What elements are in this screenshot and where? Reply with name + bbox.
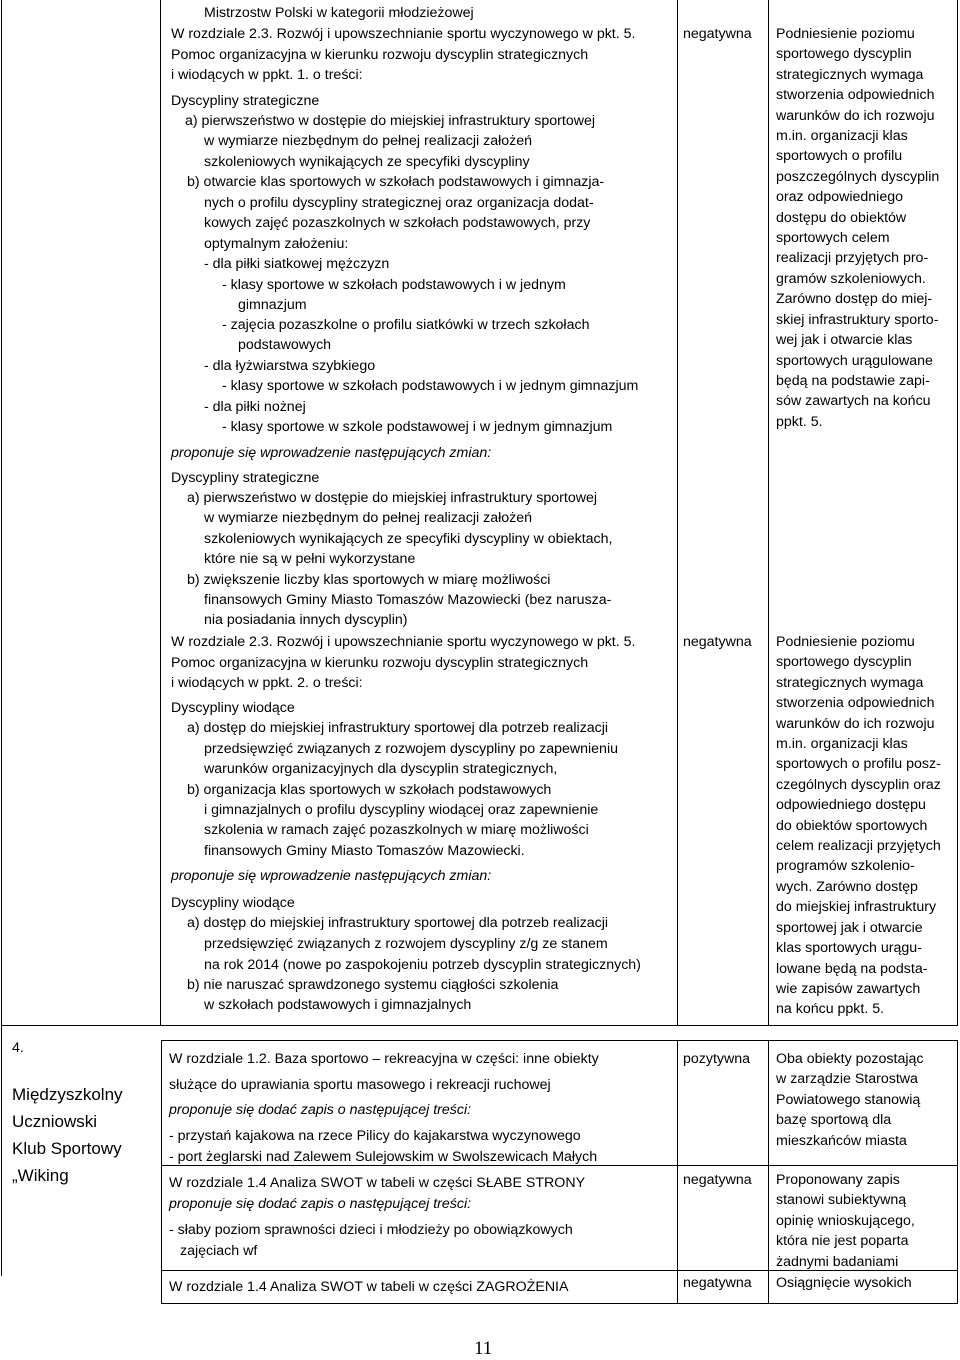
col2-line: Dyscypliny wiodące xyxy=(171,895,295,911)
col2-line: proponuje się wprowadzenie następujących zmian: xyxy=(171,868,492,884)
just-line: żadnymi badaniami xyxy=(776,1253,899,1270)
org-name-line: Klub Sportowy xyxy=(12,1139,122,1158)
col2-line: b) otwarcie klas sportowych w szkołach podstawowych i gimnazja- xyxy=(187,174,605,190)
just-line: Osiągnięcie wysokich xyxy=(776,1275,912,1291)
row4-top-border xyxy=(161,1040,958,1041)
just-line: bazę sportową dla xyxy=(776,1112,892,1129)
col2-line: Pomoc organizacyjna w kierunku rozwoju dyscyplin strategicznych xyxy=(171,47,589,63)
col2-line: przedsięwzięć związanych z rozwojem dyscypliny po zapewnieniu xyxy=(204,741,618,757)
org-name-line: „Wiking xyxy=(12,1166,69,1185)
just-line: Podniesienie poziomu xyxy=(776,634,915,650)
col2-line: szkolenia w ramach zajęć pozaszkolnych w miarę możliwości xyxy=(204,822,589,838)
org-name-line: Międzyszkolny xyxy=(12,1085,123,1104)
col2-line: kowych zajęć pozaszkolnych w szkołach podstawowych, przy xyxy=(204,215,591,231)
just-line: sportowego dyscyplin xyxy=(776,46,912,63)
col1-right-border-top xyxy=(160,0,161,1026)
row4-line: - port żeglarski nad Zalewem Sulejowskim w Swolszewicach Małych xyxy=(169,1149,598,1165)
just-line: która nie jest poparta xyxy=(776,1233,909,1250)
row4-col2-left xyxy=(161,1041,162,1304)
col2-line: Dyscypliny wiodące xyxy=(171,700,295,716)
col2-line: - klasy sportowe w szkołach podstawowych i w jednym gimnazjum xyxy=(222,378,639,394)
just-line: będą na podstawie zapi- xyxy=(776,372,930,389)
just-line: odpowiedniego dostępu xyxy=(776,797,926,814)
col2-right-border-top xyxy=(677,0,678,1026)
just-line: wie zapisów zawartych xyxy=(776,980,921,997)
col2-line: optymalnym założeniu: xyxy=(204,236,349,252)
just-line: stanowi subiektywną xyxy=(776,1192,907,1209)
just-line: Podniesienie poziomu xyxy=(776,26,915,42)
row4-line: proponuje się dodać zapis o następującej treści: xyxy=(169,1196,472,1212)
just-line: poszczególnych dyscyplin xyxy=(776,168,940,185)
row-number: 4. xyxy=(12,1040,24,1056)
col2-line: b) organizacja klas sportowych w szkołach podstawowych xyxy=(187,782,552,798)
col2-line: b) zwiększenie liczby klas sportowych w miarę możliwości xyxy=(187,572,551,588)
col2-line: a) dostęp do miejskiej infrastruktury sportowej dla potrzeb realizacji xyxy=(187,915,609,931)
col2-line: a) pierwszeństwo w dostępie do miejskiej infrastruktury sportowej xyxy=(187,490,598,506)
just-line: Proponowany zapis xyxy=(776,1172,900,1188)
just-line: sportowej jak i otwarcie xyxy=(776,919,923,936)
opinion-label: negatywna xyxy=(683,1172,752,1188)
just-line: mieszkańców miasta xyxy=(776,1132,907,1149)
col2-line: Mistrzostw Polski w kategorii młodzieżowej xyxy=(204,5,474,21)
col2-line: w wymiarze niezbędnym do pełnej realizacji założeń xyxy=(204,133,533,149)
col2-line: szkoleniowych wynikających ze specyfiki dyscypliny xyxy=(204,154,530,170)
col2-line: - dla piłki siatkowej mężczyzn xyxy=(204,256,390,272)
just-line: sportowego dyscyplin xyxy=(776,654,912,671)
col2-line: w szkołach podstawowych i gimnazjalnych xyxy=(204,997,472,1013)
col2-line: nia posiadania innych dyscyplin) xyxy=(204,612,408,628)
just-line: strategicznych wymaga xyxy=(776,66,924,83)
just-line: strategicznych wymaga xyxy=(776,674,924,691)
col2-line: - dla piłki nożnej xyxy=(204,399,306,415)
col2-line: przedsięwzięć związanych z rozwojem dyscypliny z/g ze stanem xyxy=(204,936,608,952)
just-line: opinię wnioskującego, xyxy=(776,1212,915,1229)
row4-line: proponuje się dodać zapis o następującej treści: xyxy=(169,1102,472,1118)
row4-col3-right xyxy=(768,1041,769,1304)
just-line: stworzenia odpowiednich xyxy=(776,695,935,712)
row4-line: W rozdziale 1.4 Analiza SWOT w tabeli w części ZAGROŻENIA xyxy=(169,1279,569,1295)
just-line: dostępu do obiektów xyxy=(776,209,907,226)
row-separator xyxy=(1,1025,958,1026)
just-line: gramów szkoleniowych. xyxy=(776,270,926,287)
col2-line: Dyscypliny strategiczne xyxy=(171,470,320,486)
col2-line: proponuje się wprowadzenie następujących zmian: xyxy=(171,445,492,461)
col2-line: gimnazjum xyxy=(238,297,307,313)
just-line: sportowych o profilu xyxy=(776,148,903,165)
row4-line: - przystań kajakowa na rzece Pilicy do kajakarstwa wyczynowego xyxy=(169,1128,581,1144)
col2-line: Dyscypliny strategiczne xyxy=(171,93,320,109)
col2-line: Pomoc organizacyjna w kierunku rozwoju dyscyplin strategicznych xyxy=(171,655,589,671)
row4-line: W rozdziale 1.2. Baza sportowo – rekreacyjna w części: inne obiekty xyxy=(169,1051,599,1067)
just-line: sów zawartych na końcu xyxy=(776,393,931,410)
just-line: na końcu ppkt. 5. xyxy=(776,1001,885,1018)
col2-line: warunków organizacyjnych dla dyscyplin strategicznych, xyxy=(204,761,558,777)
opinion-label: negatywna xyxy=(683,1275,752,1291)
justification-block xyxy=(776,1170,915,1272)
col2-line: i gimnazjalnych o profilu dyscypliny wiodącej oraz zapewnienie xyxy=(204,802,599,818)
col2-line: i wiodących w ppkt. 2. o treści: xyxy=(171,675,363,691)
col2-line: nych o profilu dyscypliny strategicznej oraz organizacja dodat- xyxy=(204,195,594,211)
just-line: sportowych urągulowane xyxy=(776,352,933,369)
just-line: m.in. organizacji klas xyxy=(776,736,908,753)
row4-col4-right xyxy=(957,1041,958,1304)
col2-line: w wymiarze niezbędnym do pełnej realizacji założeń xyxy=(204,510,533,526)
col2-line: - zajęcia pozaszkolne o profilu siatkówki w trzech szkołach xyxy=(222,317,590,333)
col2-line: W rozdziale 2.3. Rozwój i upowszechnianie sportu wyczynowego w pkt. 5. xyxy=(171,634,636,650)
col2-line: i wiodących w ppkt. 1. o treści: xyxy=(171,67,363,83)
just-line: wej jak i otwarcie klas xyxy=(776,332,913,349)
justification-block xyxy=(776,1049,923,1151)
page-number: 11 xyxy=(474,1338,493,1359)
col2-line: a) dostęp do miejskiej infrastruktury sportowej dla potrzeb realizacji xyxy=(187,720,609,736)
col2-line: szkoleniowych wynikających ze specyfiki dyscypliny w obiektach, xyxy=(204,531,613,547)
just-line: czególnych dyscyplin oraz xyxy=(776,776,941,793)
opinion-label: pozytywna xyxy=(683,1051,751,1067)
just-line: celem realizacji przyjętych xyxy=(776,838,941,855)
just-line: programów szkolenio- xyxy=(776,858,915,875)
col2-line: - klasy sportowe w szkole podstawowej i w jednym gimnazjum xyxy=(222,419,613,435)
just-line: sportowych o profilu posz- xyxy=(776,756,941,773)
just-line: lowane będą na podsta- xyxy=(776,960,928,977)
col2-line: - dla łyżwiarstwa szybkiego xyxy=(204,358,376,374)
justification-block xyxy=(776,24,939,432)
col2-line: podstawowych xyxy=(238,337,332,353)
col2-line: finansowych Gminy Miasto Tomaszów Mazowiecki (bez narusza- xyxy=(204,592,612,608)
col2-line: b) nie naruszać sprawdzonego systemu ciągłości szkolenia xyxy=(187,977,559,993)
col2-line: które nie są w pełni wykorzystane xyxy=(204,551,416,567)
row4-col2-right xyxy=(677,1041,678,1304)
just-line: w zarządzie Starostwa xyxy=(776,1071,918,1088)
just-line: do obiektów sportowych xyxy=(776,817,928,834)
justification-block xyxy=(776,1273,912,1293)
row4-line: - słaby poziom sprawności dzieci i młodzieży po obowiązkowych xyxy=(169,1222,573,1238)
table-left-border xyxy=(1,0,2,1276)
opinion-label: negatywna xyxy=(683,26,752,42)
just-line: Zarówno dostęp do miej- xyxy=(776,291,933,308)
just-line: stworzenia odpowiednich xyxy=(776,87,935,104)
col2-line: - klasy sportowe w szkołach podstawowych i w jednym xyxy=(222,277,566,293)
just-line: klas sportowych urągu- xyxy=(776,940,922,957)
just-line: oraz odpowiedniego xyxy=(776,189,903,206)
just-line: warunków do ich rozwoju xyxy=(776,107,935,124)
row4-line: W rozdziale 1.4 Analiza SWOT w tabeli w części SŁABE STRONY xyxy=(169,1175,586,1191)
org-name-line: Uczniowski xyxy=(12,1112,98,1131)
col2-line: a) pierwszeństwo w dostępie do miejskiej infrastruktury sportowej xyxy=(185,113,596,129)
col2-line: finansowych Gminy Miasto Tomaszów Mazowiecki. xyxy=(204,843,525,859)
just-line: m.in. organizacji klas xyxy=(776,128,908,145)
justification-block xyxy=(776,632,941,1020)
row4-line: służące do uprawiania sportu masowego i rekreacji ruchowej xyxy=(169,1077,551,1093)
just-line: realizacji przyjętych pro- xyxy=(776,250,929,267)
just-line: warunków do ich rozwoju xyxy=(776,715,935,732)
just-line: ppkt. 5. xyxy=(776,413,823,430)
row4-bottom-border xyxy=(161,1303,958,1304)
opinion-label: negatywna xyxy=(683,634,752,650)
just-line: do miejskiej infrastruktury xyxy=(776,899,937,916)
just-line: sportowych celem xyxy=(776,230,890,247)
just-line: Oba obiekty pozostając xyxy=(776,1051,924,1067)
col2-line: na rok 2014 (nowe po zaspokojeniu potrzeb dyscyplin strategicznych) xyxy=(204,957,641,973)
just-line: skiej infrastruktury sporto- xyxy=(776,311,939,328)
row4-line: zajęciach wf xyxy=(180,1243,258,1259)
just-line: wych. Zarówno dostęp xyxy=(776,878,918,895)
table-right-border xyxy=(957,0,958,1026)
col2-line: W rozdziale 2.3. Rozwój i upowszechnianie sportu wyczynowego w pkt. 5. xyxy=(171,26,636,42)
just-line: Powiatowego stanowią xyxy=(776,1091,921,1108)
col3-right-border-top xyxy=(768,0,769,1026)
